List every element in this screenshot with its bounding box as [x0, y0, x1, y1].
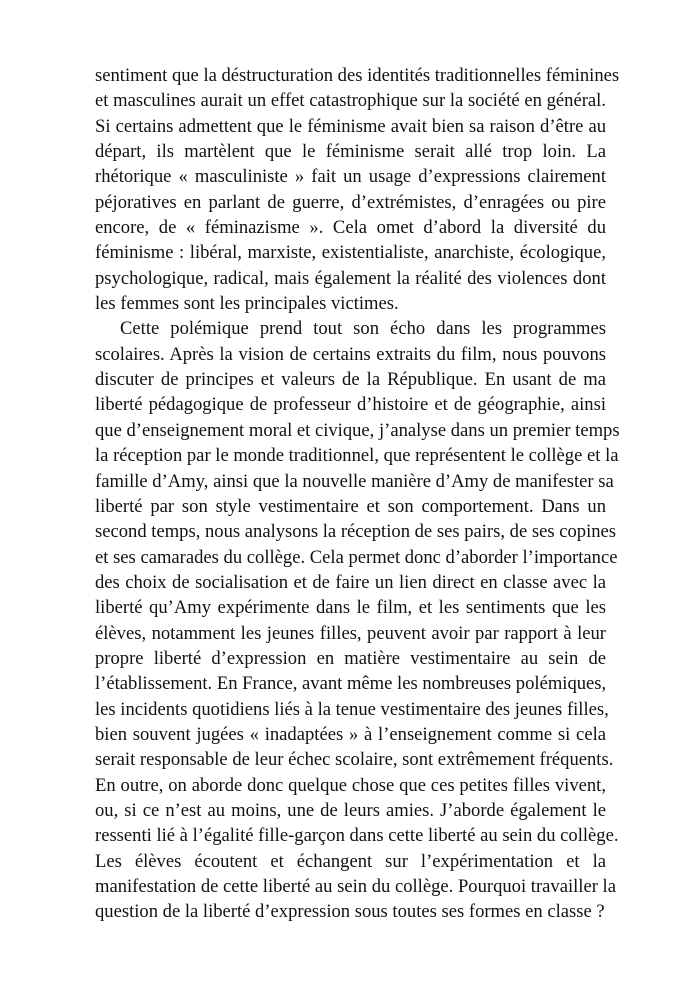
document-page [95, 63, 620, 925]
text-line: l’établissement. En France, avant même les nombreuses polémiques, [95, 673, 607, 695]
text-line: féminisme : libéral, marxiste, existentialiste, anarchiste, écologique, [95, 242, 606, 264]
text-line: manifestation de cette liberté au sein du collège. Pourquoi travailler la [95, 876, 616, 897]
text-line: discuter de principes et valeurs de la République. En usant de ma [95, 369, 606, 391]
text-line: sentiment que la déstructuration des identités traditionnelles féminines [95, 65, 620, 86]
text-line: rhétorique « masculiniste » fait un usage d’expressions clairement [95, 166, 606, 188]
text-line: psychologique, radical, mais également la réalité des violences dont [95, 267, 606, 289]
text-line: liberté pédagogique de professeur d’histoire et de géographie, ainsi [95, 394, 606, 416]
text-line: En outre, on aborde donc quelque chose que ces petites filles vivent, [95, 774, 606, 796]
text-line: propre liberté d’expression en matière vestimentaire au sein de [95, 647, 606, 669]
text-line: liberté qu’Amy expérimente dans le film, et les sentiments que les [95, 597, 606, 619]
text-line: la réception par le monde traditionnel, que représentent le collège et la [95, 445, 619, 467]
text-line: famille d’Amy, ainsi que la nouvelle manière d’Amy de manifester sa [95, 470, 614, 492]
text-line: les femmes sont les principales victimes. [95, 293, 399, 315]
text-line: scolaires. Après la vision de certains extraits du film, nous pouvons [95, 343, 606, 365]
text-line: Si certains admettent que le féminisme avait bien sa raison d’être au [95, 115, 606, 137]
text-line: ou, si ce n’est au moins, une de leurs amies. J’aborde également le [95, 799, 606, 821]
paragraph-2 [95, 316, 620, 924]
text-line: et ses camarades du collège. Cela permet donc d’aborder l’importance [95, 546, 618, 568]
text-line: ressenti lié à l’égalité fille-garçon dans cette liberté au sein du collège. [95, 825, 619, 847]
text-line: départ, ils martèlent que le féminisme serait allé trop loin. La [95, 141, 606, 163]
text-line: Les élèves écoutent et échangent sur l’expérimentation et la [95, 850, 606, 872]
paragraph-1 [95, 63, 620, 316]
text-line: des choix de socialisation et de faire un lien direct en classe avec la [95, 571, 606, 593]
text-line: liberté par son style vestimentaire et son comportement. Dans un [95, 495, 606, 517]
text-line: second temps, nous analysons la réception de ses pairs, de ses copines [95, 521, 617, 543]
text-line: que d’enseignement moral et civique, j’analyse dans un premier temps [95, 419, 620, 441]
text-line: les incidents quotidiens liés à la tenue vestimentaire des jeunes filles, [95, 698, 609, 720]
text-line: encore, de « féminazisme ». Cela omet d’abord la diversité du [95, 217, 606, 239]
text-line: Cette polémique prend tout son écho dans les programmes [120, 318, 606, 340]
text-line: serait responsable de leur échec scolaire, sont extrêmement fréquents. [95, 749, 614, 771]
text-line: question de la liberté d’expression sous toutes ses formes en classe ? [95, 901, 605, 923]
text-line: péjoratives en parlant de guerre, d’extrémistes, d’enragées ou pire [95, 191, 606, 213]
text-line: bien souvent jugées « inadaptées » à l’enseignement comme si cela [95, 723, 606, 745]
text-line: et masculines aurait un effet catastrophique sur la société en général. [95, 90, 606, 112]
text-line: élèves, notamment les jeunes filles, peuvent avoir par rapport à leur [95, 622, 606, 644]
